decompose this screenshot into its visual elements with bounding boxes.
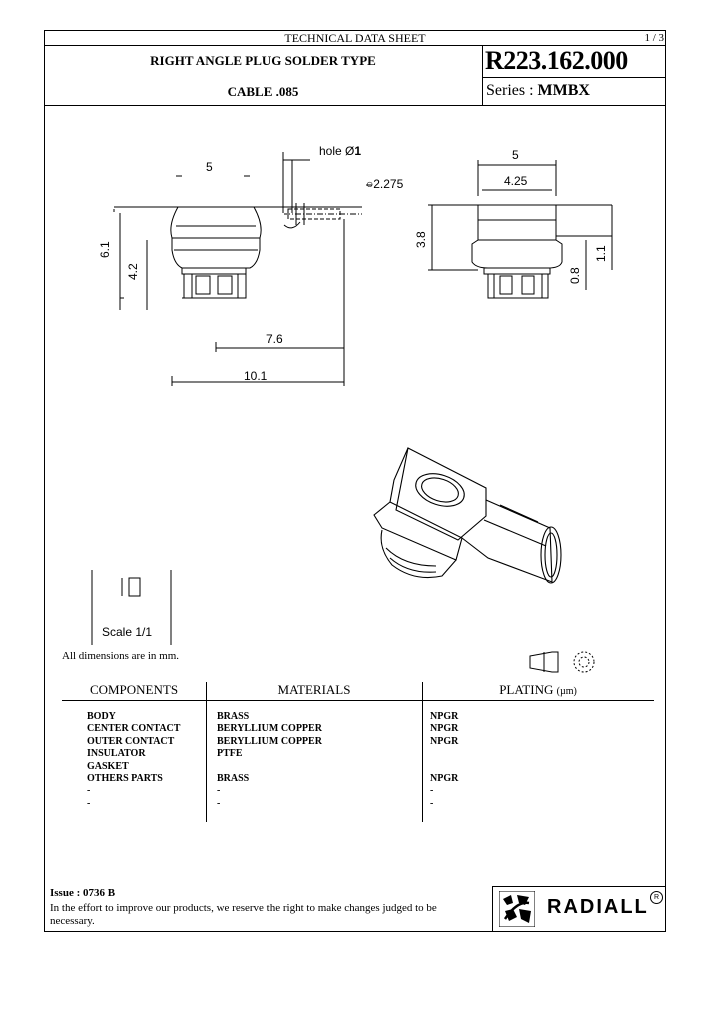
dim-side-width: 5	[206, 160, 213, 174]
plating-unit: (µm)	[556, 686, 577, 697]
table-row-plating	[430, 761, 630, 773]
sheet-title: TECHNICAL DATA SHEET	[284, 31, 426, 45]
table-col-divider-1	[206, 682, 207, 822]
table-row-component: INSULATOR	[87, 748, 146, 760]
isometric-view	[374, 448, 561, 583]
page-number: 1 / 3	[644, 32, 664, 44]
radiall-logo-icon	[499, 891, 535, 927]
table-row-component: GASKET	[87, 760, 129, 772]
table-row-component: -	[87, 785, 91, 797]
table-row-plating: NPGR	[430, 711, 459, 722]
table-row-material: -	[217, 797, 221, 809]
registered-mark: R	[650, 891, 663, 904]
table-row-material	[217, 761, 417, 773]
series-value: MMBX	[537, 82, 590, 99]
dim-hole-label	[319, 144, 361, 158]
plating-label: PLATING	[499, 682, 554, 697]
disclaimer-line-2: necessary.	[50, 915, 95, 927]
table-row-component: -	[87, 797, 91, 809]
cable-spec: CABLE .085	[227, 84, 299, 99]
hole-value: 1	[354, 144, 362, 158]
table-row-plating: -	[430, 797, 434, 809]
brand-name: RADIALL	[547, 896, 649, 918]
dim-height-body: 4.2	[126, 263, 140, 280]
dim-front-height: 3.8	[414, 231, 428, 248]
units-note: All dimensions are in mm.	[62, 650, 180, 662]
table-row-material: PTFE	[217, 748, 243, 760]
dim-front-inner-width: 4.25	[504, 174, 528, 188]
diameter-icon-2: ○	[366, 177, 374, 191]
pin-diameter-value: 2.275	[373, 177, 404, 191]
header-materials: MATERIALS	[277, 682, 351, 697]
table-row-material: -	[217, 785, 221, 797]
table-row-material: BRASS	[217, 772, 250, 784]
table-header-divider	[62, 700, 654, 701]
dim-height-total: 6.1	[98, 241, 112, 258]
series-label: Series :	[486, 82, 538, 99]
product-title: RIGHT ANGLE PLUG SOLDER TYPE	[150, 53, 376, 68]
table-col-divider-2	[422, 682, 423, 822]
dim-front-step: 1.1	[594, 245, 608, 262]
table-row-material: BERYLLIUM COPPER	[217, 723, 322, 735]
issue: Issue : 0736 B	[50, 887, 116, 899]
dim-front-width: 5	[512, 148, 519, 162]
materials-column	[217, 711, 417, 810]
table-row-component: CENTER CONTACT	[87, 723, 181, 735]
table-row-material: BERYLLIUM COPPER	[217, 735, 322, 747]
disclaimer-line-1: In the effort to improve our products, we reserve the right to make changes judged to be	[50, 902, 437, 914]
table-row-plating: NPGR	[430, 735, 459, 747]
scale-label: Scale 1/1	[102, 625, 153, 639]
table-row-plating: -	[430, 785, 434, 797]
dim-length-total: 10.1	[244, 369, 268, 383]
table-row-component: BODY	[87, 711, 116, 722]
table-row-plating: NPGR	[430, 772, 459, 784]
plating-column	[430, 711, 630, 810]
dim-pin-diameter	[366, 177, 403, 191]
dim-length-inner: 7.6	[266, 332, 283, 346]
side-view-body	[171, 207, 261, 298]
components-column	[87, 711, 205, 810]
brand-logo	[492, 886, 666, 932]
hole-label: hole	[319, 144, 342, 158]
diameter-icon: Ø	[345, 144, 355, 158]
header-plating	[422, 682, 654, 698]
table-row-component: OUTER CONTACT	[87, 735, 175, 747]
table-row-component: OTHERS PARTS	[87, 773, 163, 785]
header-components: COMPONENTS	[89, 682, 179, 697]
part-number: R223.162.000	[485, 46, 628, 75]
disclaimer	[50, 902, 490, 928]
dim-front-flange: 0.8	[568, 267, 582, 284]
table-row-plating	[430, 748, 630, 760]
table-row-material: BRASS	[217, 711, 250, 722]
front-view-body	[472, 205, 562, 298]
table-row-plating: NPGR	[430, 723, 459, 735]
